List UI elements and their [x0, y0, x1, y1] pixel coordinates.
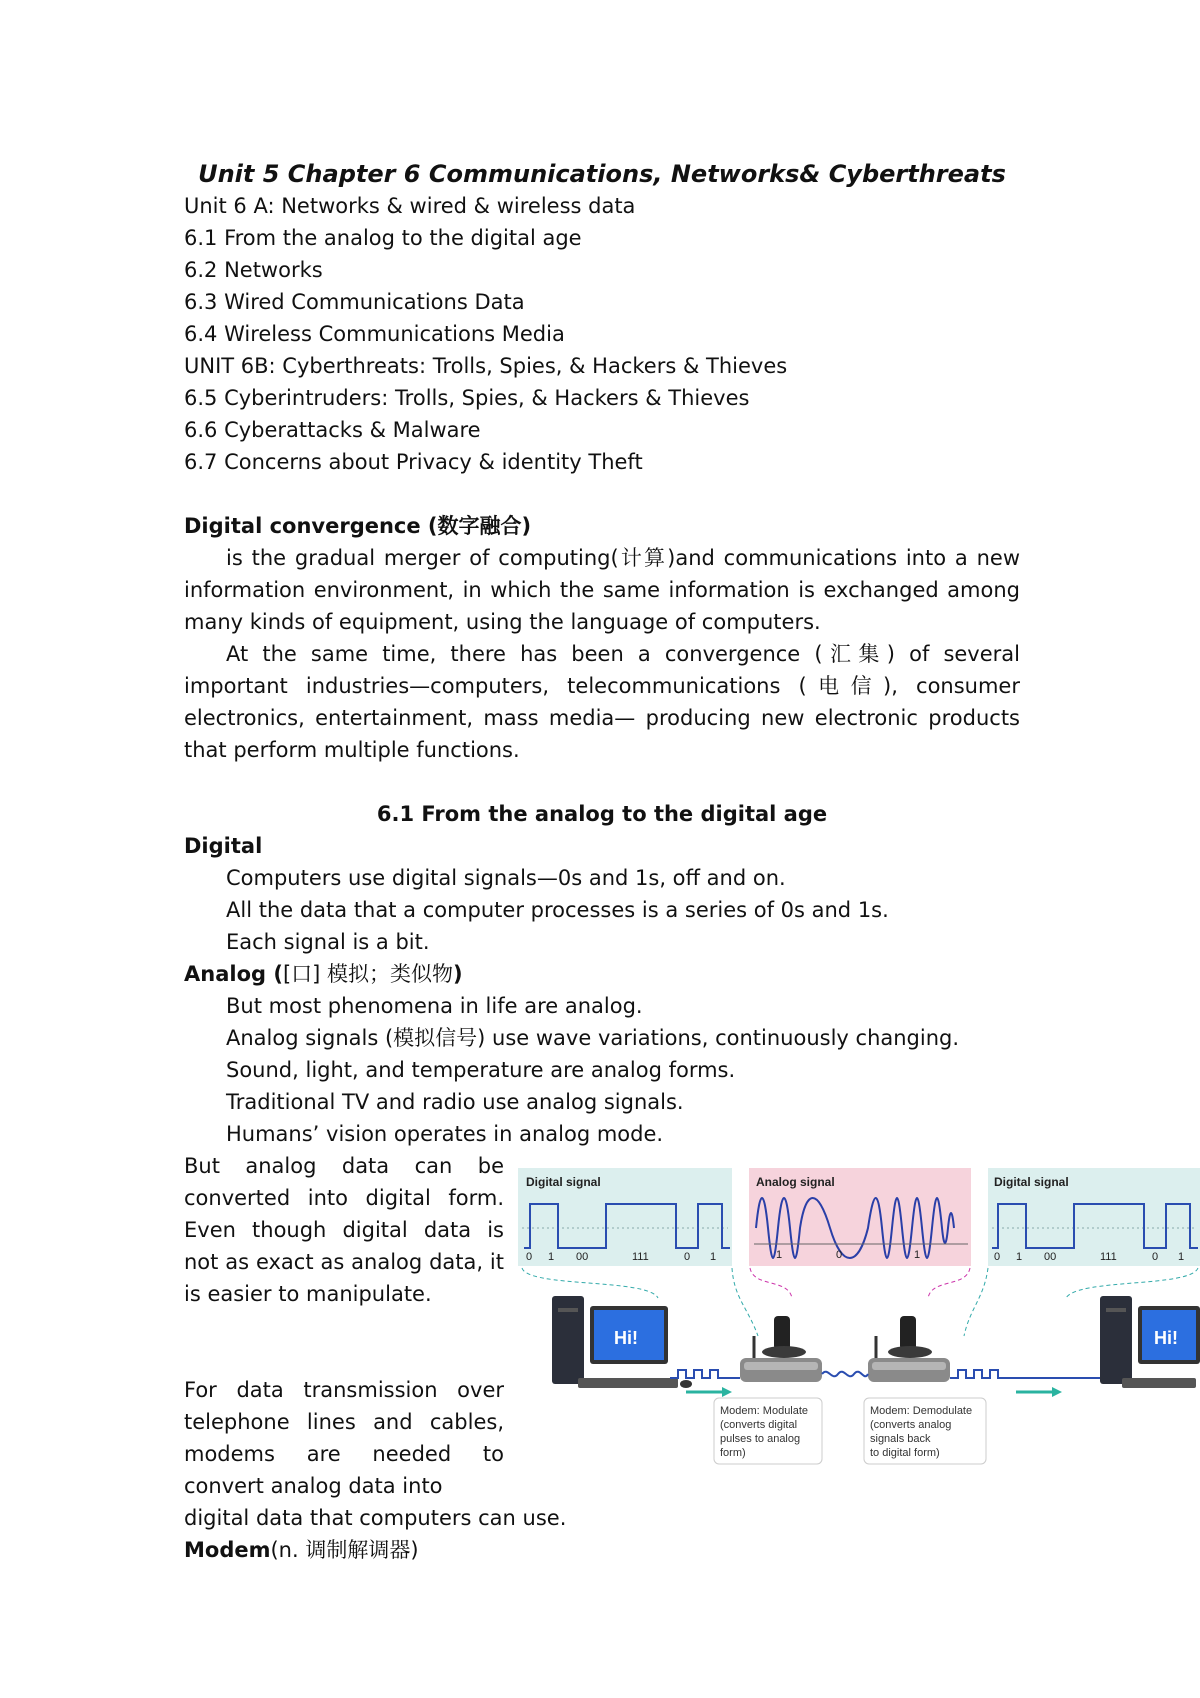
modem-term: Modem	[184, 1538, 271, 1562]
computer-right	[1100, 1296, 1200, 1388]
bit-label: 1	[1178, 1251, 1185, 1263]
connector-line	[750, 1268, 792, 1298]
analog-line: But most phenomena in life are analog.	[226, 994, 643, 1018]
modem-right	[868, 1316, 950, 1382]
mid-panel-label: Analog signal	[756, 1175, 835, 1189]
caption-line: form)	[720, 1447, 746, 1459]
bit-label: 0	[836, 1249, 843, 1261]
cable-analog	[822, 1372, 868, 1377]
section-heading: 6.1 From the analog to the digital age	[376, 802, 828, 826]
caption-line: (converts digital	[720, 1419, 798, 1431]
right-panel-label: Digital signal	[994, 1175, 1069, 1189]
toc-item: 6.7 Concerns about Privacy & identity Theft	[184, 450, 643, 474]
caption-line: signals back	[870, 1433, 931, 1445]
bit-label: 1	[548, 1251, 555, 1263]
modem-line	[184, 1534, 419, 1566]
analog-heading	[184, 958, 463, 990]
digital-line: All the data that a computer processes is a series of 0s and 1s.	[226, 898, 889, 922]
analog-heading-translation: [口] 模拟；类似物	[282, 962, 454, 986]
screen-text: Hi!	[614, 1328, 638, 1348]
convert-paragraph: But analog data can be converted into digital form. Even though digital data is not as exact as analog data, it is easier to manipulate.	[184, 1154, 504, 1306]
connector-line	[522, 1268, 658, 1298]
analog-line: Sound, light, and temperature are analog forms.	[226, 1058, 736, 1082]
modem-diagram	[518, 1168, 1200, 1468]
bit-label: 0	[526, 1251, 533, 1263]
caption-line: to digital form)	[870, 1447, 940, 1459]
caption-line: Modem: Demodulate	[870, 1405, 973, 1417]
arrow-right-icon	[1016, 1387, 1062, 1397]
convergence-paragraph-1: is the gradual merger of computing(计算)and communications into a new information environment, in which the same information is exchanged among many kinds of equipment, using the language of computers.	[184, 546, 1020, 634]
toc-item: Unit 6 A: Networks & wired & wireless data	[184, 194, 636, 218]
digital-line: Each signal is a bit.	[226, 930, 430, 954]
bit-label: 00	[576, 1251, 589, 1263]
modem-translation: (n. 调制解调器)	[270, 1538, 419, 1562]
convergence-heading: Digital convergence (数字融合)	[184, 514, 532, 538]
digital-line: Computers use digital signals—0s and 1s, off and on.	[226, 866, 786, 890]
left-panel-label: Digital signal	[526, 1175, 601, 1189]
toc-item: 6.4 Wireless Communications Media	[184, 322, 565, 346]
connector-line	[732, 1268, 758, 1336]
bit-label: 111	[1100, 1251, 1117, 1263]
cable-digital-left	[670, 1370, 740, 1378]
toc-item: 6.6 Cyberattacks & Malware	[184, 418, 481, 442]
bit-label: 0	[684, 1251, 691, 1263]
toc-item: 6.2 Networks	[184, 258, 323, 282]
bit-label: 1	[1016, 1251, 1023, 1263]
analog-line: Humans’ vision operates in analog mode.	[226, 1122, 664, 1146]
bit-label: 1	[776, 1249, 783, 1261]
transmission-tail: digital data that computers can use.	[184, 1506, 567, 1530]
cable-digital-right	[950, 1370, 1100, 1378]
toc-item: 6.3 Wired Communications Data	[184, 290, 525, 314]
transmission-paragraph: For data transmission over telephone lines and cables, modems are needed to convert analog data into	[184, 1378, 504, 1498]
page-title: Unit 5 Chapter 6 Communications, Networks& Cyberthreats	[198, 160, 1006, 188]
toc-item: UNIT 6B: Cyberthreats: Trolls, Spies, & Hackers & Thieves	[184, 354, 788, 378]
connector-line	[1066, 1268, 1198, 1298]
bit-label: 0	[1152, 1251, 1159, 1263]
caption-line: Modem: Modulate	[720, 1405, 809, 1417]
bit-label: 1	[914, 1249, 921, 1261]
computer-left	[552, 1296, 692, 1388]
bit-label: 1	[710, 1251, 717, 1263]
analog-line: Traditional TV and radio use analog signals.	[226, 1090, 684, 1114]
connector-line	[928, 1268, 970, 1298]
caption-line: (converts analog	[870, 1419, 952, 1431]
bit-label: 0	[994, 1251, 1001, 1263]
connector-line	[964, 1268, 988, 1336]
toc-item: 6.5 Cyberintruders: Trolls, Spies, & Hackers & Thieves	[184, 386, 750, 410]
toc-item: 6.1 From the analog to the digital age	[184, 226, 582, 250]
analog-line: Analog signals (模拟信号) use wave variations, continuously changing.	[226, 1026, 960, 1050]
convergence-paragraph-2: At the same time, there has been a convergence (汇集) of several important industries—computers, telecommunications (电信), consumer electronics, entertainment, mass media— producing new electronic products that perform multiple functions.	[184, 642, 1020, 762]
modem-left	[740, 1316, 822, 1382]
analog-heading-close: )	[453, 962, 463, 986]
screen-text: Hi!	[1154, 1328, 1178, 1348]
arrow-right-icon	[686, 1387, 732, 1397]
bit-label: 00	[1044, 1251, 1057, 1263]
analog-heading-label: Analog (	[184, 962, 283, 986]
bit-label: 111	[632, 1251, 649, 1263]
caption-line: pulses to analog	[720, 1433, 801, 1445]
digital-heading: Digital	[184, 834, 263, 858]
